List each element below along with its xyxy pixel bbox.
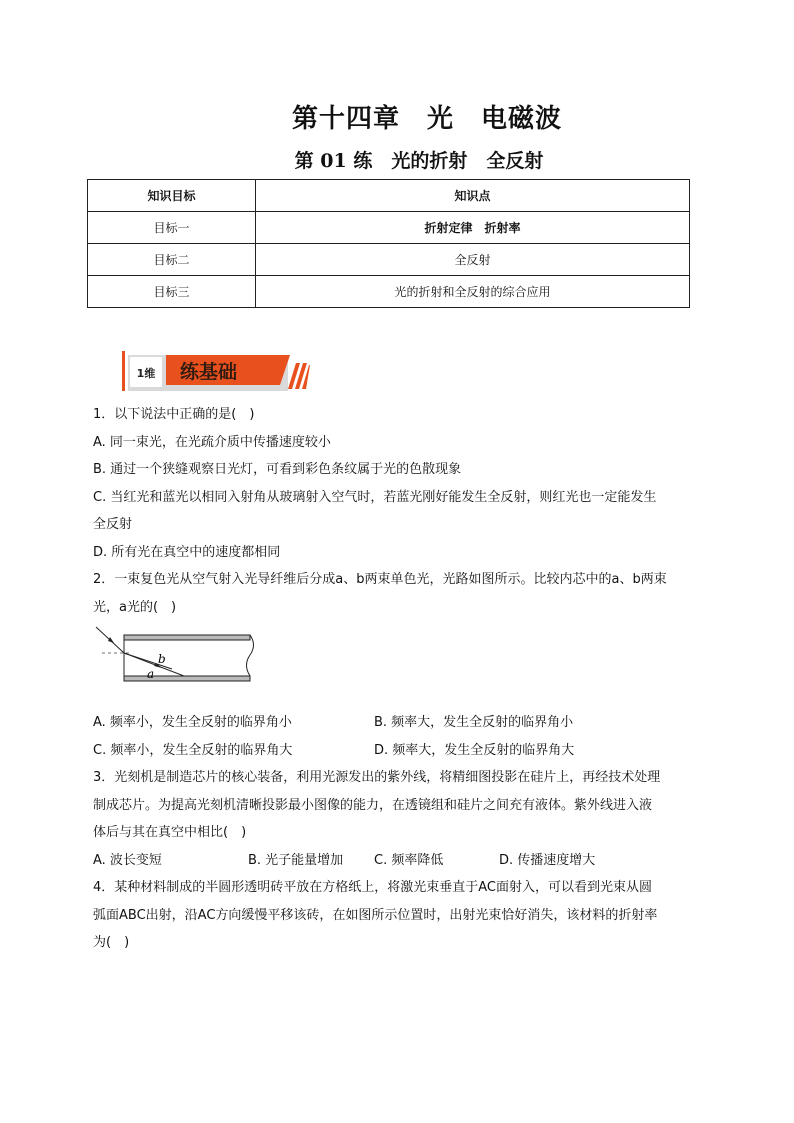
label-b: b xyxy=(158,652,166,666)
question-4-stem-cont: 弧面ABC出射，沿AC方向缓慢平移该砖，在如图所示位置时，出射光束恰好消失，该材料的折射率 xyxy=(93,907,658,923)
goals-table-header xyxy=(88,180,690,212)
question-2-options-row xyxy=(93,737,703,765)
optical-fiber-figure xyxy=(92,619,262,685)
goals-header-target: 知识目标 xyxy=(88,180,256,212)
question-3-option-b: B. 光子能量增加 xyxy=(248,852,344,868)
goal-points: 折射定律 折射率 xyxy=(256,212,690,244)
question-3-options-row xyxy=(93,847,703,875)
question-2-option-c: C. 频率小，发生全反射的临界角大 xyxy=(93,742,293,758)
question-3-stem-cont: 体后与其在真空中相比( ) xyxy=(93,825,247,840)
goal-points: 光的折射和全反射的综合应用 xyxy=(256,276,690,308)
question-2-stem-cont: 光，a光的( ) xyxy=(93,599,177,615)
question-3-option-a: A. 波长变短 xyxy=(93,852,162,868)
question-2-options-row xyxy=(93,709,703,737)
label-a: a xyxy=(147,667,155,681)
banner-badge: 1维 xyxy=(136,367,156,380)
banner-left-bar xyxy=(122,351,125,391)
goals-table xyxy=(87,179,690,308)
section-banner xyxy=(120,347,310,393)
question-2-stem: 2．一束复色光从空气射入光导纤维后分成a、b两束单色光，光路如图所示。比较内芯中的a、b两束 xyxy=(93,572,667,587)
incident-arrow-icon xyxy=(108,637,114,643)
goal-name: 目标一 xyxy=(88,212,256,244)
question-1-option-d: D. 所有光在真空中的速度都相同 xyxy=(93,544,281,560)
question-4-stem-cont: 为( ) xyxy=(93,935,130,950)
question-2-option-d: D. 频率大，发生全反射的临界角大 xyxy=(374,742,575,758)
question-3-option-d: D. 传播速度增大 xyxy=(499,852,596,868)
lesson-title: 第 01 练 光的折射 全反射 xyxy=(294,150,544,172)
question-1-option-a: A. 同一束光，在光疏介质中传播速度较小 xyxy=(93,434,331,450)
table-row xyxy=(88,244,690,276)
fiber-upper-cladding xyxy=(124,635,250,640)
fiber-lower-cladding xyxy=(124,676,250,681)
table-row xyxy=(88,276,690,308)
question-1-option-c: C. 当红光和蓝光以相同入射角从玻璃射入空气时，若蓝光刚好能发生全反射，则红光也一定能发生 xyxy=(93,489,657,505)
question-4-stem: 4．某种材料制成的半圆形透明砖平放在方格纸上，将激光束垂直于AC面射入，可以看到光束从圆 xyxy=(93,880,653,895)
banner-label: 练基础 xyxy=(180,361,238,383)
question-1-option-c-cont: 全反射 xyxy=(93,517,133,532)
goals-header-points: 知识点 xyxy=(256,180,690,212)
goal-name: 目标二 xyxy=(88,244,256,276)
table-row xyxy=(88,212,690,244)
question-3-stem: 3．光刻机是制造芯片的核心装备，利用光源发出的紫外线，将精细图投影在硅片上，再经技术处理 xyxy=(93,770,661,785)
fiber-break-mark xyxy=(247,635,254,676)
question-1-stem: 1．以下说法中正确的是( ) xyxy=(93,407,255,422)
goal-name: 目标三 xyxy=(88,276,256,308)
goal-points: 全反射 xyxy=(256,244,690,276)
question-2-option-a: A. 频率小，发生全反射的临界角小 xyxy=(93,715,292,730)
question-2-option-b: B. 频率大，发生全反射的临界角小 xyxy=(374,715,574,730)
chapter-title: 第十四章 光 电磁波 xyxy=(291,104,562,134)
question-3-stem-cont: 制成芯片。为提高光刻机清晰投影最小图像的能力，在透镜组和硅片之间充有液体。紫外线进入液 xyxy=(93,797,653,813)
question-1-option-b: B. 通过一个狭缝观察日光灯，可看到彩色条纹属于光的色散现象 xyxy=(93,462,462,477)
question-3-option-c: C. 频率降低 xyxy=(374,852,444,868)
